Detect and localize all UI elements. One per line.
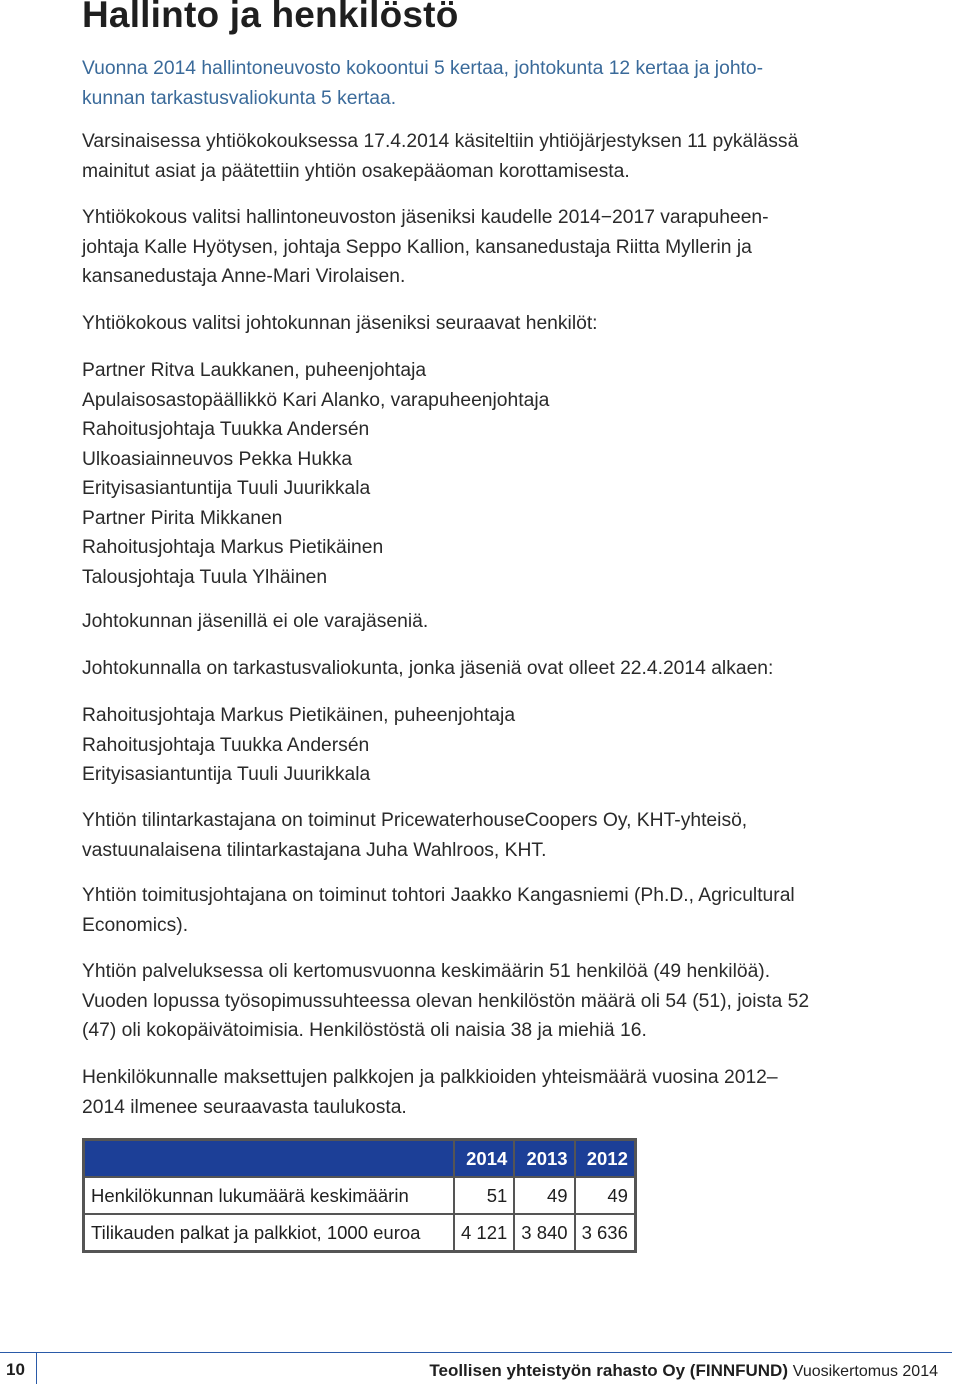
table-cell: 3 636 — [575, 1214, 636, 1252]
table-row — [84, 1214, 636, 1252]
table-header-blank — [84, 1140, 455, 1178]
meeting-line: Varsinaisessa yhtiökokouksessa 17.4.2014 käsiteltiin yhtiöjärjestyksen 11 pykälässä — [82, 131, 799, 152]
board-intro-text: Yhtiökokous valitsi johtokunnan jäseniksi seuraavat henkilöt: — [82, 313, 598, 334]
council-line: Yhtiökokous valitsi hallintoneuvoston jäseniksi kaudelle 2014−2017 varapuheen- — [82, 207, 769, 228]
board-member: Rahoitusjohtaja Tuukka Andersén — [82, 419, 370, 440]
council-line: kansanedustaja Anne-Mari Virolaisen. — [82, 266, 406, 287]
table-cell: 51 — [454, 1177, 514, 1214]
table-cell: 49 — [514, 1177, 574, 1214]
audit-member: Rahoitusjohtaja Tuukka Andersén — [82, 734, 370, 756]
intro-line: Vuonna 2014 hallintoneuvosto kokoontui 5 kertaa, johtokunta 12 kertaa ja johto- — [82, 58, 764, 79]
board-member: Talousjohtaja Tuula Ylhäinen — [82, 566, 328, 588]
salary-table — [82, 1138, 637, 1253]
no-deputies-text: Johtokunnan jäsenillä ei ole varajäseniä. — [82, 611, 429, 632]
audit-intro-paragraph — [82, 654, 882, 684]
footer-organization: Teollisen yhteistyön rahasto Oy (FINNFUND) — [429, 1361, 788, 1380]
table-header-year: 2014 — [454, 1140, 514, 1178]
page-footer — [0, 1344, 960, 1384]
page-number-divider — [36, 1352, 37, 1384]
table-header-year: 2012 — [575, 1140, 636, 1178]
salaries-intro-paragraph — [82, 1063, 882, 1122]
page-number: 10 — [6, 1360, 25, 1379]
row-label: Henkilökunnan lukumäärä keskimäärin — [84, 1177, 455, 1214]
meeting-paragraph — [82, 127, 882, 186]
row-label: Tilikauden palkat ja palkkiot, 1000 euroa — [84, 1214, 455, 1252]
audit-member: Rahoitusjohtaja Markus Pietikäinen, puheenjohtaja — [82, 705, 516, 726]
board-intro — [82, 309, 882, 339]
council-line: johtaja Kalle Hyötysen, johtaja Seppo Kallion, kansanedustaja Riitta Myllerin ja — [82, 236, 752, 258]
staff-line: Yhtiön palveluksessa oli kertomusvuonna keskimäärin 51 henkilöä (49 henkilöä). — [82, 961, 771, 982]
page-title: Hallinto ja henkilöstö — [82, 0, 459, 35]
table-cell: 49 — [575, 1177, 636, 1214]
table-header-year: 2013 — [514, 1140, 574, 1178]
audit-intro-text: Johtokunnalla on tarkastusvaliokunta, jonka jäseniä ovat olleet 22.4.2014 alkaen: — [82, 658, 774, 679]
table-row — [84, 1177, 636, 1214]
auditor-line: vastuunalaisena tilintarkastajana Juha Wahlroos, KHT. — [82, 839, 547, 861]
board-member: Erityisasiantuntija Tuuli Juurikkala — [82, 478, 371, 499]
meeting-line: mainitut asiat ja päätettiin yhtiön osakepääoman korottamisesta. — [82, 160, 630, 182]
auditor-line: Yhtiön tilintarkastajana on toiminut PricewaterhouseCoopers Oy, KHT-yhteisö, — [82, 810, 748, 831]
audit-member-list — [82, 701, 882, 790]
staff-line: (47) oli kokopäivätoimisia. Henkilöstöstä oli naisia 38 ja miehiä 16. — [82, 1020, 647, 1041]
staff-paragraph — [82, 957, 882, 1046]
intro-line: kunnan tarkastusvaliokunta 5 kertaa. — [82, 87, 397, 109]
table-cell: 3 840 — [514, 1214, 574, 1252]
salaries-intro-line: Henkilökunnalle maksettujen palkkojen ja palkkioiden yhteismäärä vuosina 2012– — [82, 1067, 778, 1088]
footer-publication — [429, 1361, 938, 1381]
board-member: Ulkoasiainneuvos Pekka Hukka — [82, 448, 353, 470]
ceo-line: Yhtiön toimitusjohtajana on toiminut tohtori Jaakko Kangasniemi (Ph.D., Agricultural — [82, 885, 795, 906]
footer-report-name: Vuosikertomus 2014 — [792, 1363, 938, 1380]
board-member: Partner Pirita Mikkanen — [82, 507, 283, 529]
audit-member: Erityisasiantuntija Tuuli Juurikkala — [82, 764, 371, 785]
no-deputies-paragraph — [82, 607, 882, 637]
council-paragraph — [82, 203, 882, 292]
board-member: Apulaisosastopäällikkö Kari Alanko, varapuheenjohtaja — [82, 389, 550, 411]
footer-rule — [0, 1352, 952, 1353]
staff-line: Vuoden lopussa työsopimussuhteessa olevan henkilöstön määrä oli 54 (51), joista 52 — [82, 990, 810, 1012]
table-header-row — [84, 1140, 636, 1178]
table-cell: 4 121 — [454, 1214, 514, 1252]
ceo-line: Economics). — [82, 914, 189, 936]
salaries-intro-line: 2014 ilmenee seuraavasta taulukosta. — [82, 1096, 407, 1118]
ceo-paragraph — [82, 881, 882, 940]
board-member-list — [82, 356, 882, 592]
board-member: Partner Ritva Laukkanen, puheenjohtaja — [82, 360, 427, 381]
intro-paragraph — [82, 54, 882, 113]
board-member: Rahoitusjohtaja Markus Pietikäinen — [82, 537, 384, 558]
auditor-paragraph — [82, 806, 882, 865]
